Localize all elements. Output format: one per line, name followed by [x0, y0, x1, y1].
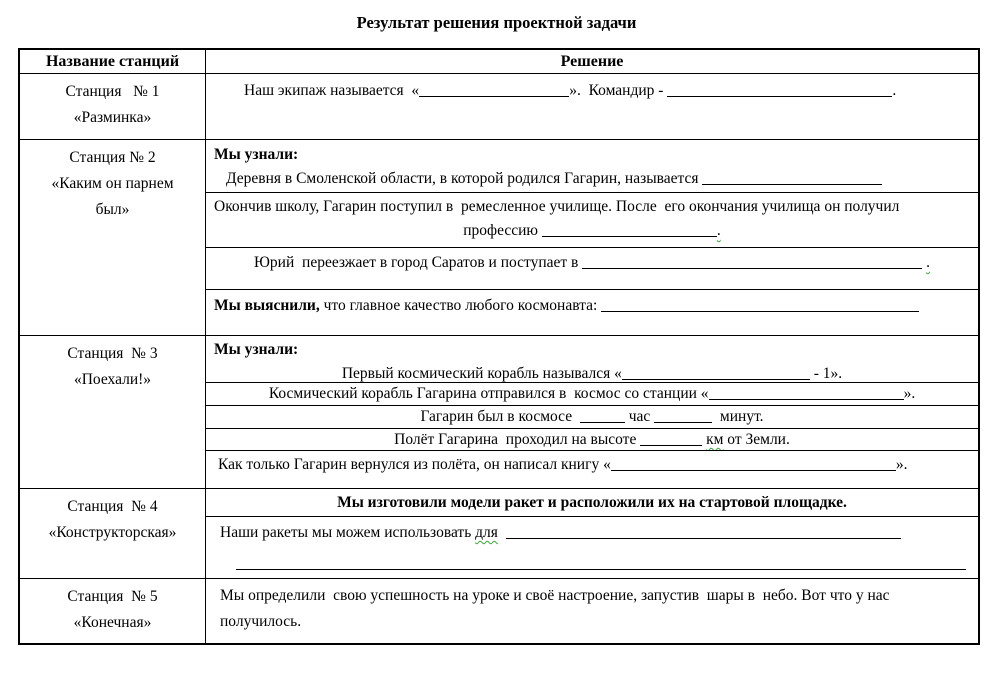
text-run: ».	[895, 456, 908, 473]
text-run: Мы определили свою успешность на уроке и своё настроение, запустив шары в небо. Вот что у нас получилось.	[220, 587, 894, 630]
table-row	[20, 335, 978, 488]
solution-line	[214, 491, 970, 514]
solution-cell	[205, 489, 978, 578]
text-run: профессию	[463, 222, 542, 239]
spellcheck-word: .	[926, 254, 930, 271]
station-cell	[20, 336, 205, 488]
fill-in-blank[interactable]	[640, 432, 702, 446]
solution-subcell	[206, 336, 978, 382]
station-name: Станция № 1	[65, 83, 160, 100]
station-name: Станция № 5	[67, 588, 158, 605]
solution-subcell	[206, 382, 978, 405]
text-run: Наши ракеты мы можем использовать	[220, 524, 476, 541]
text-run: .	[892, 82, 897, 99]
fill-in-blank[interactable]	[236, 556, 966, 570]
solution-line	[214, 429, 970, 450]
solution-subcell	[206, 405, 978, 428]
solution-subcell	[206, 192, 978, 247]
solution-line	[214, 521, 970, 545]
fill-in-blank[interactable]	[580, 409, 625, 423]
station-subtitle: был»	[95, 201, 130, 218]
table-row	[20, 578, 978, 643]
text-run: Как только Гагарин вернулся из полёта, он написал книгу «	[218, 456, 611, 473]
text-run	[498, 524, 506, 541]
fill-in-blank[interactable]	[622, 366, 810, 380]
fill-in-blank[interactable]	[506, 525, 901, 539]
solution-cell	[205, 336, 978, 488]
solution-subcell	[206, 289, 978, 335]
solution-line	[214, 453, 970, 477]
text-run: Деревня в Смоленской области, в которой родился Гагарин, называется	[226, 170, 703, 187]
fill-in-blank[interactable]	[542, 223, 717, 237]
fill-in-blank[interactable]	[582, 255, 922, 269]
text-run: Наш экипаж называется «	[244, 82, 420, 99]
station-subtitle: «Разминка»	[73, 109, 152, 126]
table-header-row	[20, 50, 978, 73]
solution-line	[214, 251, 970, 275]
station-cell	[20, 489, 205, 578]
text-run: Мы выяснили,	[214, 297, 320, 314]
solution-line	[214, 79, 970, 103]
station-name: Станция № 2	[69, 149, 156, 166]
station-subtitle: «Каким он парнем	[51, 175, 174, 192]
text-run: Космический корабль Гагарина отправился в космос со станции «	[268, 385, 709, 402]
solution-cell	[205, 74, 978, 139]
text-run: ».	[903, 385, 916, 402]
header-station-names: Название станций	[45, 53, 180, 70]
solution-subcell	[206, 450, 978, 488]
fill-in-blank[interactable]	[709, 386, 904, 400]
spellcheck-word: для	[475, 524, 498, 541]
text-run: Мы узнали:	[214, 146, 299, 163]
fill-in-blank[interactable]	[601, 298, 919, 312]
text-run: что главное качество любого космонавта:	[319, 297, 602, 314]
station-name: Станция № 4	[67, 498, 158, 515]
solution-line	[214, 362, 970, 382]
spellcheck-word: .	[716, 222, 721, 239]
text-run: Юрий переезжает в город Саратов и поступает в	[254, 254, 583, 271]
text-run: ». Командир -	[569, 82, 668, 99]
solution-line	[214, 552, 970, 576]
solution-line	[214, 406, 970, 428]
page-title: Результат решения проектной задачи	[356, 13, 637, 32]
solution-subcell	[206, 516, 978, 578]
solution-line	[214, 383, 970, 405]
solution-subcell	[206, 428, 978, 450]
table-row	[20, 139, 978, 335]
table-row	[20, 488, 978, 578]
header-solution: Решение	[205, 50, 978, 73]
text-run: Гагарин был в космосе	[420, 408, 580, 425]
table-row	[20, 73, 978, 139]
solution-line	[214, 294, 970, 318]
results-table	[18, 48, 980, 645]
text-run: Окончив школу, Гагарин поступил в ремесленное училище. После его окончания училища он получил	[214, 198, 900, 215]
station-cell	[20, 140, 205, 335]
solution-line	[214, 338, 970, 362]
station-cell	[20, 74, 205, 139]
solution-cell	[205, 140, 978, 335]
text-run: час	[624, 408, 655, 425]
solution-line	[214, 583, 970, 635]
solution-subcell	[206, 489, 978, 516]
station-subtitle: «Поехали!»	[73, 371, 152, 388]
text-run: - 1».	[809, 365, 843, 382]
solution-subcell	[206, 74, 978, 139]
fill-in-blank[interactable]	[654, 409, 712, 423]
solution-line	[214, 143, 970, 167]
text-run: от Земли.	[723, 431, 790, 448]
solution-subcell	[206, 579, 978, 643]
fill-in-blank[interactable]	[611, 457, 896, 471]
solution-subcell	[206, 247, 978, 289]
solution-cell	[205, 579, 978, 643]
text-run: Первый космический корабль назывался «	[341, 365, 622, 382]
solution-line	[214, 167, 970, 191]
fill-in-blank[interactable]	[419, 83, 569, 97]
solution-line	[214, 219, 970, 243]
fill-in-blank[interactable]	[702, 171, 882, 185]
text-run: Полёт Гагарина проходил на высоте	[394, 431, 641, 448]
spellcheck-word: км	[706, 431, 724, 448]
solution-subcell	[206, 140, 978, 192]
text-run: Мы изготовили модели ракет и расположили их на стартовой площадке.	[337, 494, 847, 511]
text-run: минут.	[712, 408, 764, 425]
solution-line	[214, 195, 970, 219]
fill-in-blank[interactable]	[667, 83, 892, 97]
station-subtitle: «Конечная»	[73, 614, 152, 631]
station-cell	[20, 579, 205, 643]
station-subtitle: «Конструкторская»	[48, 524, 177, 541]
text-run: Мы узнали:	[214, 341, 299, 358]
station-name: Станция № 3	[67, 345, 158, 362]
